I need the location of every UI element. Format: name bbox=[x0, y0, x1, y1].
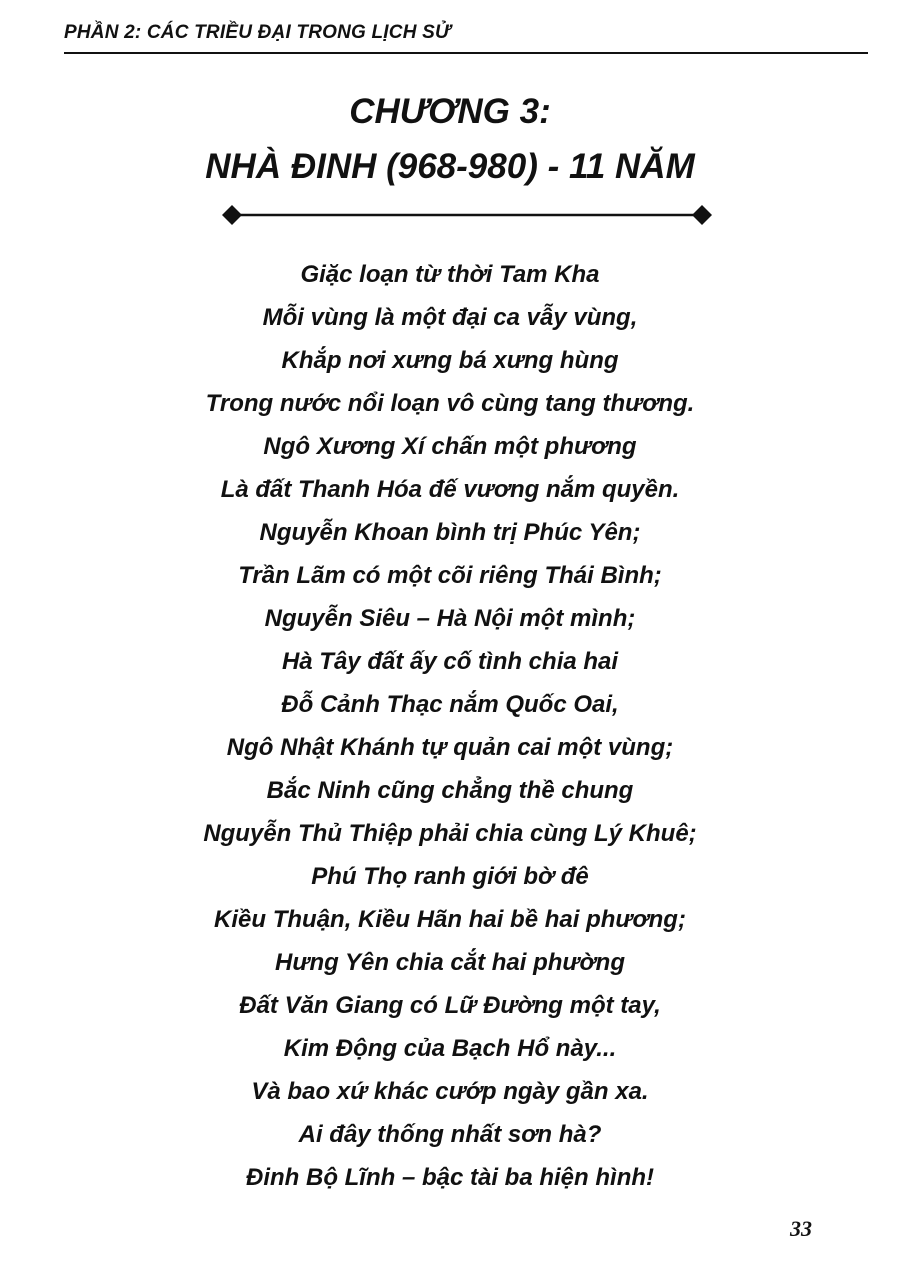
poem-line: Bắc Ninh cũng chẳng thề chung bbox=[266, 777, 634, 804]
header-rule bbox=[64, 52, 868, 54]
poem-line: Khắp nơi xưng bá xưng hùng bbox=[281, 347, 619, 374]
poem-line: Đất Văn Giang có Lữ Đường một tay, bbox=[239, 992, 661, 1019]
poem-line: Trong nước nổi loạn vô cùng tang thương. bbox=[205, 390, 695, 417]
poem-line: Nguyễn Siêu – Hà Nội một mình; bbox=[264, 605, 636, 632]
poem-line: Đinh Bộ Lĩnh – bậc tài ba hiện hình! bbox=[246, 1164, 654, 1191]
poem-line: Ai đây thống nhất sơn hà? bbox=[298, 1121, 602, 1148]
poem-line: Phú Thọ ranh giới bờ đê bbox=[311, 863, 589, 890]
poem-line: Nguyễn Khoan bình trị Phúc Yên; bbox=[259, 519, 641, 546]
poem-line: Hà Tây đất ấy cố tình chia hai bbox=[281, 648, 619, 675]
poem-line: Kiều Thuận, Kiều Hãn hai bề hai phương; bbox=[214, 906, 686, 933]
chapter-title-line2: NHÀ ĐINH (968-980) - 11 NĂM bbox=[205, 147, 695, 186]
poem-line: Nguyễn Thủ Thiệp phải chia cùng Lý Khuê; bbox=[203, 820, 697, 847]
poem-line: Giặc loạn từ thời Tam Kha bbox=[300, 261, 600, 288]
poem-line: Và bao xứ khác cướp ngày gần xa. bbox=[251, 1078, 649, 1105]
poem bbox=[0, 253, 900, 1199]
running-header: PHẦN 2: CÁC TRIỀU ĐẠI TRONG LỊCH SỬ bbox=[64, 22, 451, 43]
poem-line: Mỗi vùng là một đại ca vẫy vùng, bbox=[262, 304, 638, 331]
poem-line: Hưng Yên chia cắt hai phường bbox=[275, 949, 625, 976]
poem-line: Ngô Nhật Khánh tự quản cai một vùng; bbox=[226, 734, 674, 761]
poem-line: Ngô Xương Xí chấn một phương bbox=[263, 433, 637, 460]
poem-line: Là đất Thanh Hóa đế vương nắm quyền. bbox=[220, 476, 680, 503]
chapter-title-line1: CHƯƠNG 3: bbox=[349, 92, 551, 131]
poem-line: Trần Lãm có một cõi riêng Thái Bình; bbox=[238, 562, 662, 589]
diamond-divider-icon bbox=[222, 204, 712, 226]
poem-line: Kim Động của Bạch Hổ này... bbox=[283, 1035, 617, 1062]
poem-line: Đỗ Cảnh Thạc nắm Quốc Oai, bbox=[281, 691, 619, 718]
page-number: 33 bbox=[790, 1216, 812, 1241]
